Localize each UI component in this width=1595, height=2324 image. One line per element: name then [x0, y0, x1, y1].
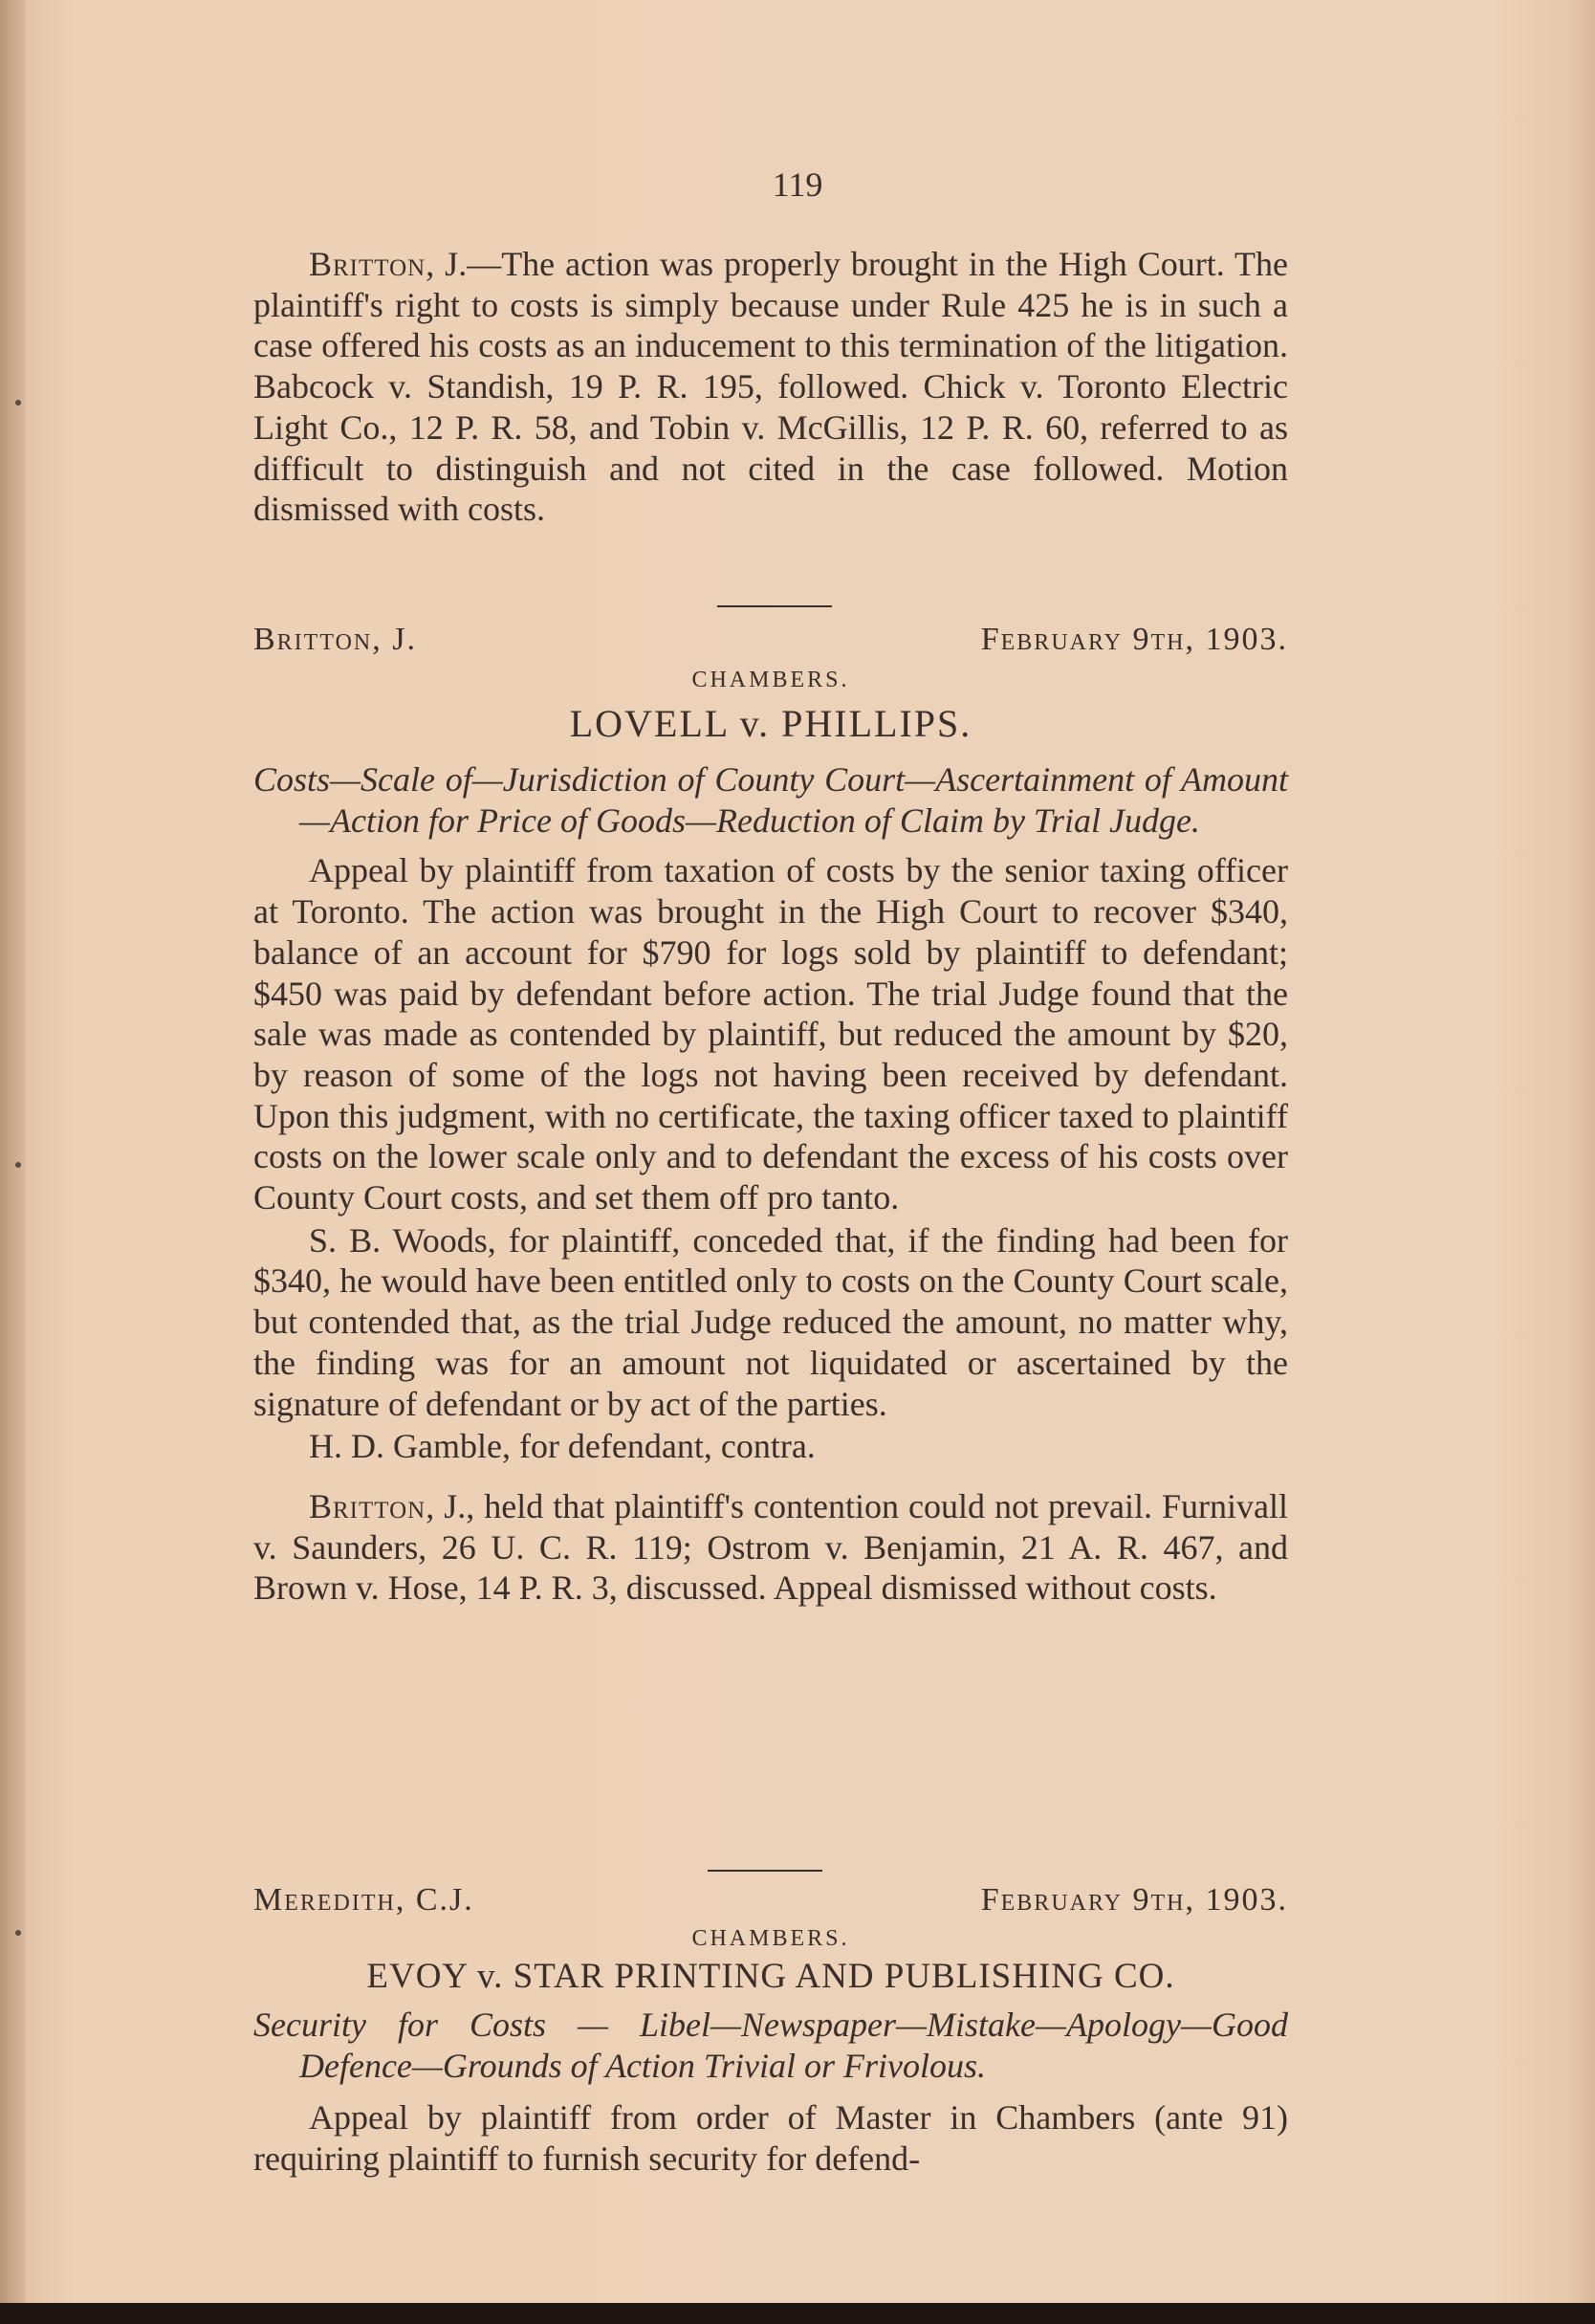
decision-date: February 9th, 1903.	[980, 622, 1288, 657]
counsel-defendant-paragraph: H. D. Gamble, for defendant, contra.	[309, 1427, 816, 1466]
binding-shadow	[0, 0, 25, 2324]
judge-name: Britton, J.	[253, 622, 417, 657]
britton-paragraph	[253, 244, 1288, 530]
facts-paragraph: Appeal by plaintiff from taxation of costs by the senior taxing officer at Toronto. The action was brought in the High Court to recover $340, balance of an account for $790 for logs sold by plaintiff to defendant; $450 was paid by defendant before action. The trial Judge found that the sale was made as contended by plaintiff, but reduced the amount by $20, by reason of some of the logs not having been received by defendant. Upon this judgment, with no certificate, the taxing officer taxed to plaintiff costs on the lower scale only and to defendant the excess of his costs over County Court costs, and set them off pro tanto.	[253, 851, 1288, 1217]
case-header	[253, 1882, 1288, 1918]
section-divider	[717, 605, 832, 607]
venue-label: CHAMBERS.	[691, 668, 850, 692]
section-divider	[708, 1870, 822, 1872]
venue-label: CHAMBERS.	[691, 1926, 850, 1951]
counsel-plaintiff-paragraph: S. B. Woods, for plaintiff, conceded that, if the finding had been for $340, he would have been entitled only to costs on the County Court scale, but contended that, as the trial Judge reduced the amount, no matter why, the finding was for an amount not liquidated or ascertained by the signature of defendant or by act of the parties.	[253, 1220, 1288, 1423]
facts-paragraph: Appeal by plaintiff from order of Master in Chambers (ante 91) requiring plaintiff to furnish security for defend-	[253, 2098, 1288, 2179]
case-lovell-v-phillips	[253, 622, 1288, 1609]
headnote: Security for Costs — Libel—Newspaper—Mistake—Apology—Good Defence—Grounds of Action Trivial or Frivolous.	[253, 2006, 1288, 2085]
decision-date: February 9th, 1903.	[980, 1882, 1288, 1918]
case-title: LOVELL v. PHILLIPS.	[569, 702, 972, 745]
page-number: 119	[772, 165, 823, 204]
judge-name: Britton	[309, 245, 426, 283]
margin-mark	[15, 1162, 21, 1168]
holding-text: , J., held that plaintiff's contention could not prevail. Furnivall v. Saunders, 26 U. C. R. 119; Ostrom v. Benjamin, 21 A. R. 467, and Brown v. Hose, 14 P. R. 3, discussed. Appeal dismissed without costs.	[253, 1486, 1288, 1608]
judge-name: Meredith, C.J.	[253, 1882, 474, 1918]
paragraph-text: , J.—The action was properly brought in the High Court. The plaintiff's right to costs is simply because under Rule 425 he is in such a case offered his costs as an inducement to this termination of the litigation. Babcock v. Standish, 19 P. R. 195, followed. Chick v. Toronto Electric Light Co., 12 P. R. 58, and Tobin v. McGillis, 12 P. R. 60, referred to as difficult to distinguish and not cited in the case followed. Motion dismissed with costs.	[253, 245, 1288, 529]
margin-mark	[15, 400, 21, 406]
headnote: Costs—Scale of—Jurisdiction of County Court—Ascertainment of Amount—Action for Price of Goods—Reduction of Claim by Trial Judge.	[253, 760, 1288, 840]
holding-paragraph	[253, 1486, 1288, 1609]
section-britton-conclusion	[253, 244, 1288, 530]
case-header	[253, 622, 1288, 658]
judge-name: Britton	[309, 1486, 426, 1525]
margin-mark	[15, 1930, 21, 1936]
case-evoy-v-star	[253, 1882, 1288, 2180]
case-title: EVOY v. STAR PRINTING AND PUBLISHING CO.	[366, 1957, 1175, 1996]
page-bottom-edge	[0, 2303, 1595, 2324]
